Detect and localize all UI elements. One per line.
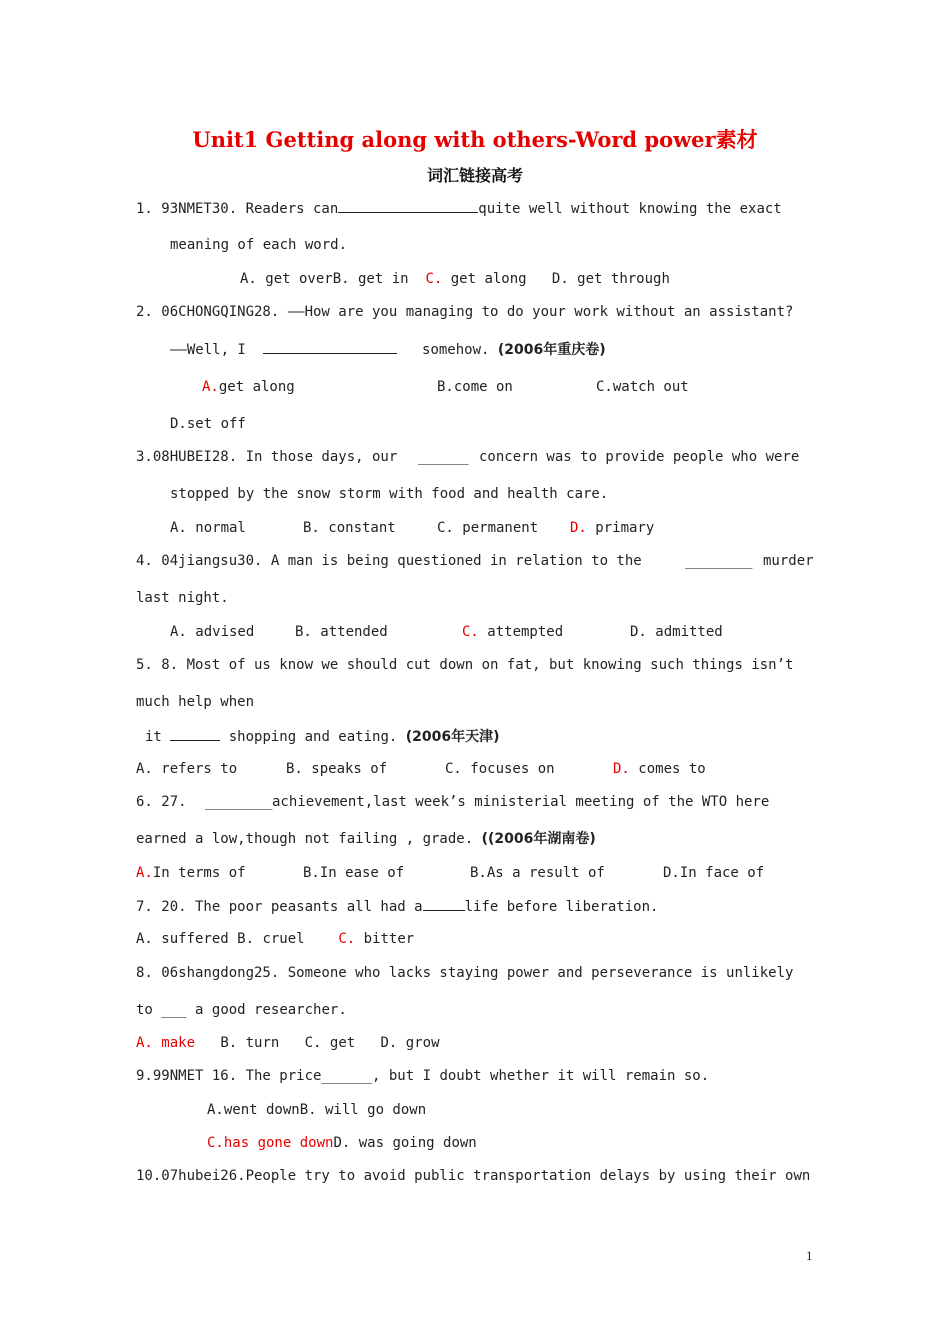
question-3-stem: 3.08HUBEI28. In those days, our [136, 449, 398, 465]
page-title: Unit1 Getting along with others-Word power素材 [192, 127, 758, 152]
answer-blank: ______ [418, 449, 469, 465]
option-d: D.set off [170, 416, 246, 432]
page-subtitle: 词汇链接高考 [426, 166, 523, 185]
q9-options-row1 [207, 1100, 426, 1120]
option-c: C.watch out [596, 379, 689, 395]
q2-options-row1 [202, 377, 295, 397]
q6-stem-part: earned a low,though not failing , grade. [136, 831, 474, 847]
answer-blank: ________ [205, 794, 273, 810]
page-number: 1 [806, 1248, 813, 1263]
option-c: C. permanent [437, 520, 539, 536]
q1-stem-part: 1. 93NMET30. Readers can [136, 201, 339, 217]
q2-stem-part: ——Well, I [170, 342, 246, 358]
source-label: (2006年重庆卷) [497, 342, 606, 358]
q9-stem-part: 9.99NMET 16. The price [136, 1068, 322, 1084]
option-d: D. was going down [333, 1135, 477, 1151]
option-b: B. turn [220, 1035, 280, 1051]
option-b: B.come on [437, 379, 513, 395]
q8-stem-part: a good researcher. [195, 1002, 347, 1018]
option-d: D.In face of [663, 865, 765, 881]
option-c: C. focuses on [445, 761, 555, 777]
source-label: (2006年天津) [405, 729, 500, 745]
option-a: A.went down [207, 1102, 300, 1118]
option-d-text: primary [586, 520, 655, 536]
option-d-letter: D. [613, 761, 630, 777]
q3-stem-part: concern was to provide people who were [479, 449, 800, 465]
option-c: bitter [355, 931, 415, 947]
option-a: A. make [136, 1035, 196, 1051]
q8-options [136, 1033, 440, 1053]
option-d: D. admitted [630, 624, 723, 640]
q8-stem-continued [136, 1000, 347, 1020]
option-c: get along [442, 271, 527, 287]
option-b: B.In ease of [303, 865, 405, 881]
q7-options [136, 929, 414, 949]
option-c-letter: C. [462, 624, 479, 640]
option-b: B. attended [295, 624, 388, 640]
q9-stem-part: , but I doubt whether it will remain so. [372, 1068, 710, 1084]
answer-blank [423, 896, 465, 911]
option-a: A. get over [240, 271, 333, 287]
option-b: B. cruel [237, 931, 305, 947]
q3-stem-continued: stopped by the snow storm with food and health care. [170, 486, 609, 502]
option-a: A. normal [170, 520, 246, 536]
option-d-letter: D. [570, 520, 587, 536]
option-d-text: comes to [629, 761, 706, 777]
answer-blank: ______ [321, 1068, 373, 1084]
q7-stem-part: life before liberation. [464, 899, 659, 915]
question-9-stem [136, 1066, 709, 1086]
option-d [570, 518, 654, 538]
option-a-letter: A. [202, 379, 219, 395]
q9-options-row2 [207, 1133, 477, 1153]
option-d: D. grow [380, 1035, 440, 1051]
option-a: A. refers to [136, 761, 238, 777]
q4-stem-part: murder [763, 553, 814, 569]
question-2-stem: 2. 06CHONGQING28. ——How are you managing to do your work without an assistant? [136, 304, 794, 320]
answer-blank: ___ [161, 1002, 187, 1018]
source-label: ((2006年湖南卷) [481, 831, 596, 847]
q4-stem-continued: last night. [136, 590, 229, 606]
option-c: C.has gone down [207, 1135, 334, 1151]
option-c-letter: C. [425, 271, 443, 287]
option-b: B. get in [332, 271, 409, 287]
answer-blank: ________ [685, 553, 753, 569]
question-10-stem: 10.07hubei26.People try to avoid public transportation delays by using their own [136, 1168, 811, 1184]
q5-stem-continued: much help when [136, 694, 255, 710]
q2-stem-part: somehow. [422, 342, 490, 358]
question-4-stem: 4. 04jiangsu30. A man is being questioned in relation to the [136, 553, 642, 569]
option-c: C. get [304, 1035, 356, 1051]
q6-stem-part: achievement,last week’s ministerial meeting of the WTO here [272, 794, 770, 810]
option-a: A. suffered [136, 931, 229, 947]
option-d: D. get through [551, 271, 670, 287]
q5-stem-line3 [145, 726, 500, 747]
option-c: B.As a result of [470, 865, 605, 881]
q1-stem-part: quite well without knowing the exact [478, 201, 782, 217]
question-1-stem [136, 198, 782, 219]
q1-stem-continued: meaning of each word. [170, 237, 348, 253]
option-a [136, 863, 246, 883]
q2-response [170, 339, 606, 360]
option-a-letter: A. [136, 865, 153, 881]
answer-blank [263, 339, 397, 354]
answer-blank [170, 726, 220, 741]
option-a: A. advised [170, 624, 255, 640]
option-c-letter: C. [338, 931, 356, 947]
q8-stem-part: to [136, 1002, 153, 1018]
answer-blank [338, 198, 478, 213]
question-6-stem: 6. 27. [136, 794, 187, 810]
q5-stem-part: it [145, 729, 162, 745]
option-a-text: In terms of [152, 865, 246, 881]
option-c [462, 622, 563, 642]
q5-stem-part: shopping and eating. [228, 729, 398, 745]
option-a: get along [218, 379, 295, 395]
option-b: B. constant [303, 520, 396, 536]
q6-stem-continued [136, 829, 596, 849]
q7-stem-part: 7. 20. The poor peasants all had a [136, 899, 423, 915]
q1-options [240, 269, 670, 289]
option-d [613, 759, 706, 779]
option-b: B. will go down [299, 1102, 427, 1118]
question-8-stem: 8. 06shangdong25. Someone who lacks staying power and perseverance is unlikely [136, 965, 794, 981]
option-b: B. speaks of [286, 761, 388, 777]
option-c-text: attempted [478, 624, 564, 640]
question-7-stem [136, 896, 658, 917]
question-5-stem: 5. 8. Most of us know we should cut down on fat, but knowing such things isn’t [136, 657, 794, 673]
